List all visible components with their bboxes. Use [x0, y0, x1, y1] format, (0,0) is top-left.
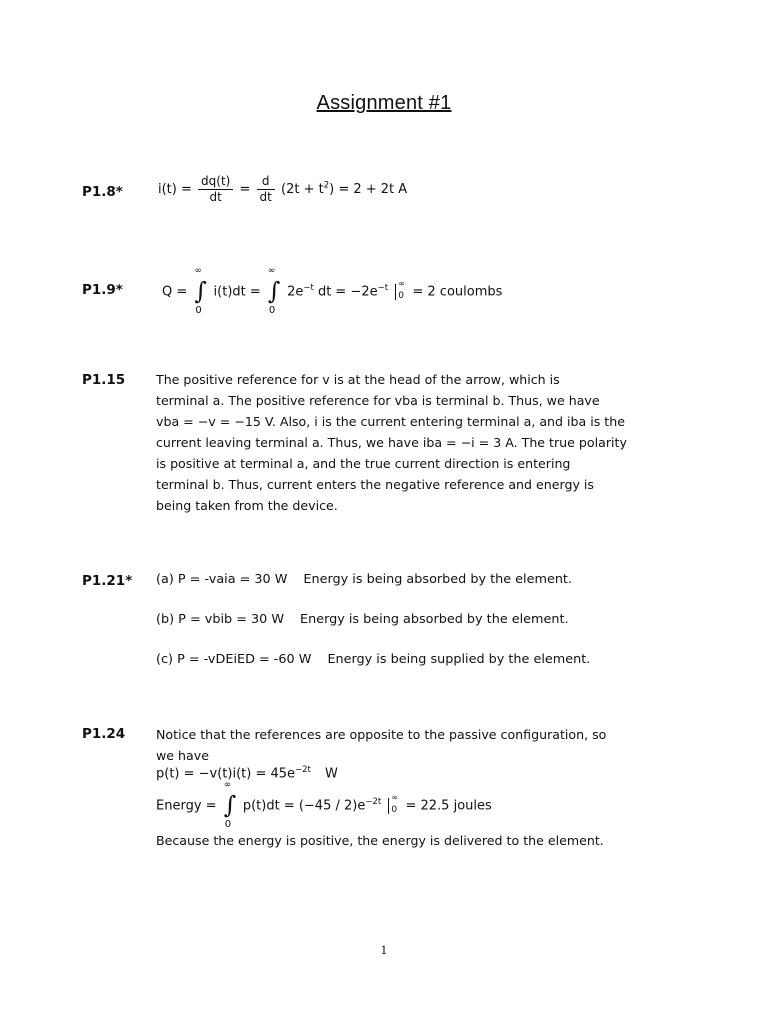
text-line: current leaving terminal a. Thus, we have iba = −i = 3 A. The true polarity [156, 435, 627, 450]
eq-lhs: i(t) = [158, 182, 192, 197]
eq-exponent: −2t [365, 797, 382, 808]
text-line: we have [156, 748, 209, 763]
part-equation: (b) P = vbib = 30 W [156, 612, 284, 627]
eq-term: 2e [287, 284, 304, 300]
bar-upper-limit: ∞ [398, 279, 405, 288]
equation-p1-8 [158, 174, 407, 205]
fraction-denominator: dt [209, 190, 222, 204]
evaluation-bar [395, 279, 406, 301]
problem-label-p1-9: P1.9* [82, 282, 123, 298]
integral-sign: ∞ ∫ 0 [223, 780, 237, 830]
part-description: Energy is being supplied by the element. [327, 652, 591, 667]
bar-lower-limit: 0 [391, 805, 398, 815]
integral-upper-limit: ∞ [267, 266, 276, 276]
eq-lhs: Energy = [156, 798, 217, 814]
fraction-denominator: dt [259, 190, 272, 204]
fraction-numerator: d [257, 174, 275, 190]
problem-label-p1-8: P1.8* [82, 184, 123, 200]
eq-result: = 2 coulombs [412, 284, 503, 300]
part-equation: (c) P = -vDEiED = -60 W [156, 652, 312, 667]
eq-q: Q = [162, 284, 188, 300]
eq-result: = 22.5 joules [405, 798, 492, 814]
integral-upper-limit: ∞ [223, 780, 232, 790]
bar-lower-limit: 0 [398, 291, 404, 301]
eq-term: i(t)dt = [213, 284, 261, 300]
part-c [156, 652, 590, 667]
equation-energy [156, 780, 492, 830]
problem-text-p1-24 [156, 724, 636, 766]
integral-sign: ∞ ∫ 0 [194, 266, 207, 316]
fraction-d-dt [257, 174, 275, 205]
text-line: terminal a. The positive reference for vba is terminal b. Thus, we have [156, 393, 600, 408]
problem-text-p1-15 [156, 369, 636, 516]
problem-label-p1-21: P1.21* [82, 573, 133, 589]
text-line: being taken from the device. [156, 498, 338, 513]
integral-sign: ∞ ∫ 0 [267, 266, 281, 316]
eq-equals: = [239, 182, 251, 197]
evaluation-bar [388, 793, 399, 815]
integral-lower-limit: 0 [224, 819, 232, 830]
bar-upper-limit: ∞ [391, 793, 399, 802]
eq-term: dt = −2e [317, 284, 378, 300]
fraction-dq-dt [198, 174, 233, 205]
part-equation: (a) P = -vaia = 30 W [156, 572, 288, 587]
text-line: terminal b. Thus, current enters the negative reference and energy is [156, 477, 594, 492]
page-title: Assignment #1 [316, 92, 452, 114]
problem-label-p1-15: P1.15 [82, 372, 126, 388]
part-b [156, 612, 569, 627]
text-line: The positive reference for v is at the head of the arrow, which is [156, 372, 560, 387]
part-description: Energy is being absorbed by the element. [303, 572, 573, 587]
eq-unit: W [325, 766, 338, 782]
page-number: 1 [380, 944, 388, 957]
part-description: Energy is being absorbed by the element. [300, 612, 569, 627]
problem-label-p1-24: P1.24 [82, 726, 126, 742]
integral-upper-limit: ∞ [194, 266, 202, 276]
equation-p1-9 [162, 266, 503, 316]
eq-result: ) = 2 + 2t A [329, 182, 408, 197]
eq-term: p(t)dt = (−45 / 2)e [242, 798, 366, 814]
conclusion-p1-24: Because the energy is positive, the energy is delivered to the element. [156, 833, 604, 848]
eq-exponent: −t [303, 283, 314, 294]
text-line: vba = −v = −15 V. Also, i is the current entering terminal a, and iba is the [156, 414, 625, 429]
equation-power [156, 765, 338, 781]
text-line: is positive at terminal a, and the true current direction is entering [156, 456, 571, 471]
text-line: Notice that the references are opposite to the passive configuration, so [156, 727, 607, 742]
integral-lower-limit: 0 [268, 305, 276, 316]
eq-paren: (2t + t [281, 182, 324, 197]
integral-lower-limit: 0 [195, 305, 202, 316]
eq-exponent: 2 [323, 180, 330, 191]
eq-lhs: p(t) = −v(t)i(t) = 45e [156, 766, 296, 782]
fraction-numerator: dq(t) [198, 174, 233, 190]
eq-exponent: −t [377, 283, 389, 294]
part-a [156, 572, 572, 587]
eq-exponent: −2t [295, 765, 311, 775]
